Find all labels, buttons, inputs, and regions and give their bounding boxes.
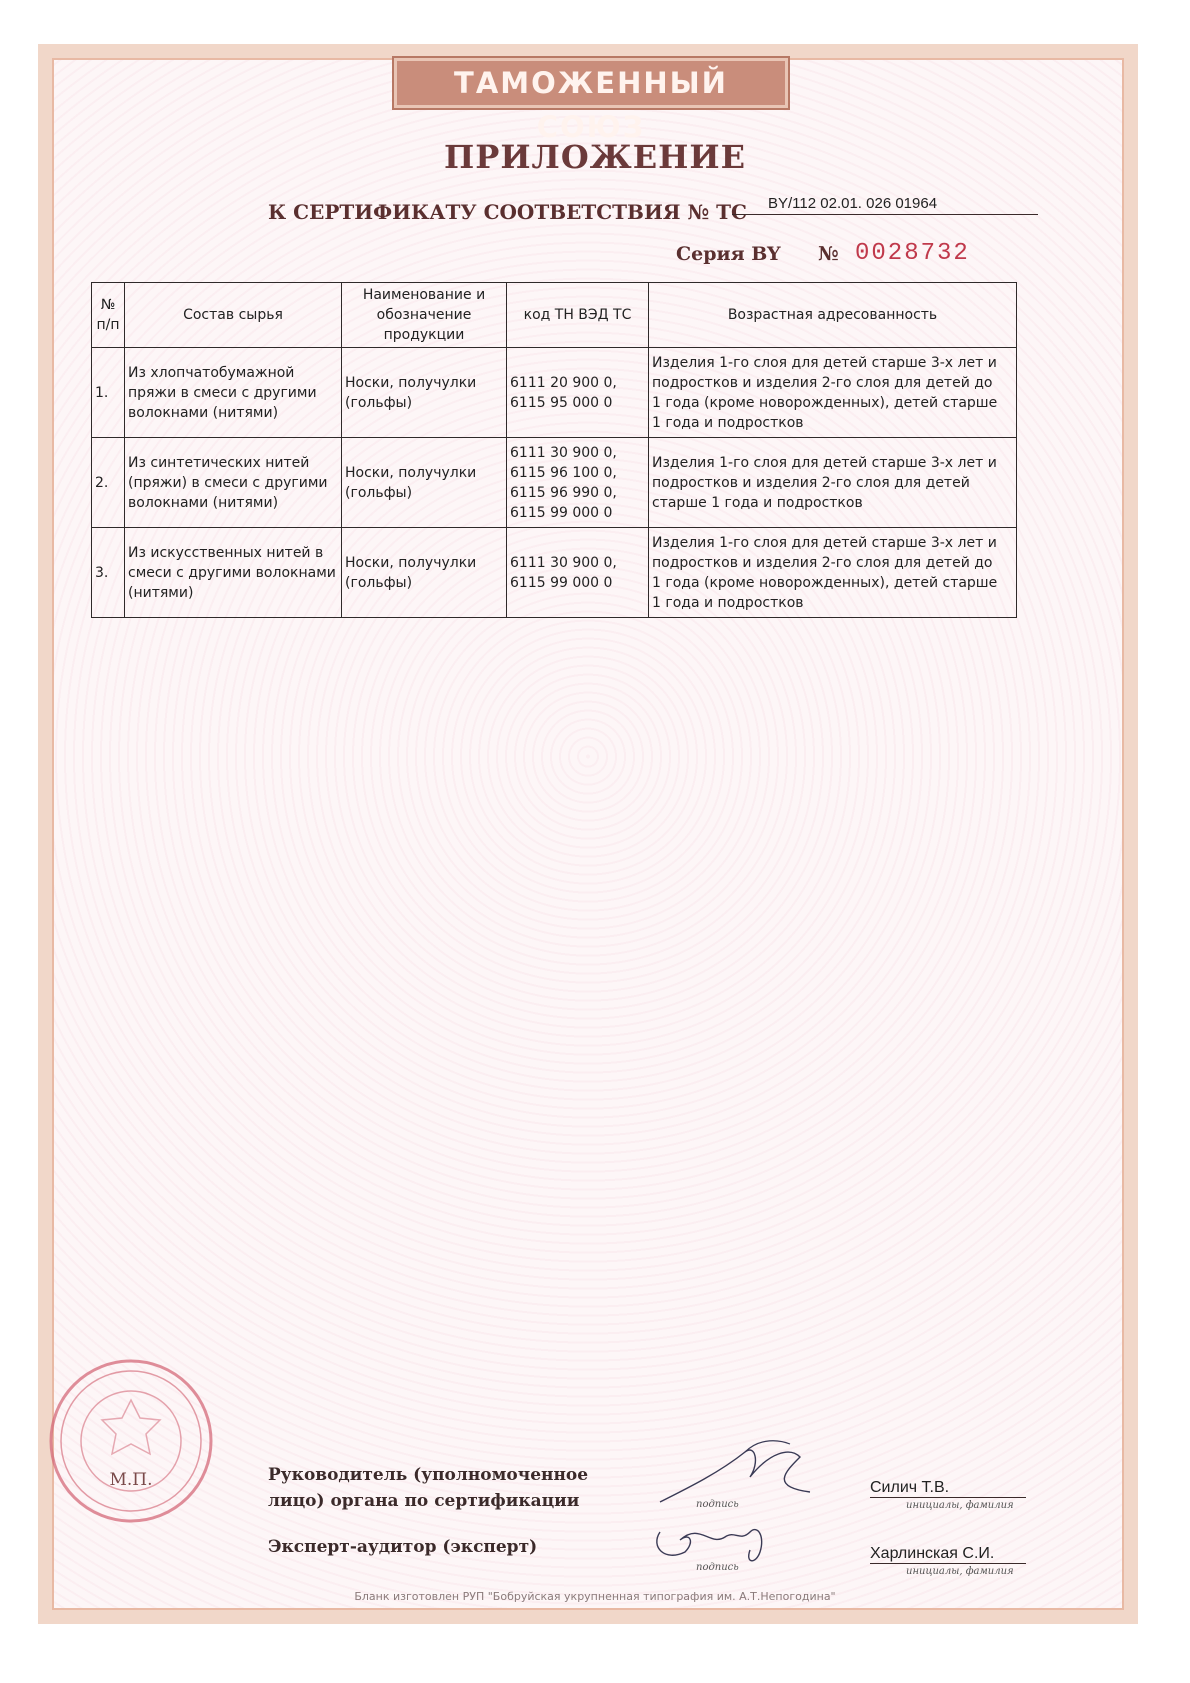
- row-code: 6111 20 900 0, 6115 95 000 0: [507, 348, 649, 438]
- head-name-caption: инициалы, фамилия: [906, 1500, 1014, 1511]
- row-number: 2.: [92, 438, 125, 528]
- series-number: 0028732: [855, 240, 970, 267]
- row-age: Изделия 1-го слоя для детей старше 3-х лет и подростков и изделия 2-го слоя для детей старше 1 года и подростков: [649, 438, 1017, 528]
- row-product: Носки, получулки (гольфы): [342, 528, 507, 618]
- row-number: 1.: [92, 348, 125, 438]
- row-code: 6111 30 900 0, 6115 99 000 0: [507, 528, 649, 618]
- row-code: 6111 30 900 0, 6115 96 100 0, 6115 96 990 0, 6115 99 000 0: [507, 438, 649, 528]
- seal-emblem-icon: [102, 1400, 160, 1454]
- appendix-table: [91, 282, 1017, 618]
- head-signatory-label: Руководитель (уполномоченное лицо) органа по сертификации: [268, 1465, 589, 1511]
- row-number: 3.: [92, 528, 125, 618]
- row-composition: Из искусственных нитей в смеси с другими волокнами (нитями): [125, 528, 342, 618]
- row-product: Носки, получулки (гольфы): [342, 348, 507, 438]
- seal-middle-ring: [61, 1371, 201, 1511]
- header-number: № п/п: [92, 283, 125, 348]
- row-product: Носки, получулки (гольфы): [342, 438, 507, 528]
- customs-union-banner: ТАМОЖЕННЫЙ СОЮЗ: [394, 58, 788, 108]
- row-composition: Из синтетических нитей (пряжи) в смеси с другими волокнами (нитями): [125, 438, 342, 528]
- table-row: [92, 438, 1017, 528]
- expert-name-caption: инициалы, фамилия: [906, 1566, 1014, 1577]
- row-age: Изделия 1-го слоя для детей старше 3-х лет и подростков и изделия 2-го слоя для детей до 1 года (кроме новорожденных), детей старше 1 года и подростков: [649, 528, 1017, 618]
- header-code: код ТН ВЭД ТС: [507, 283, 649, 348]
- series-number-sign: №: [818, 243, 839, 265]
- head-signature-caption: подпись: [696, 1499, 739, 1510]
- certificate-number: BY/112 02.01. 026 01964: [732, 195, 1038, 215]
- expert-signatory-label: Эксперт-аудитор (эксперт): [268, 1537, 538, 1557]
- official-seal-stamp: [48, 1358, 214, 1524]
- certificate-label: [268, 200, 747, 224]
- header-composition: Состав сырья: [125, 283, 342, 348]
- certificate-label-text: К СЕРТИФИКАТУ СООТВЕТСТВИЯ: [268, 200, 681, 224]
- table-row: [92, 528, 1017, 618]
- page-title: ПРИЛОЖЕНИЕ: [444, 138, 746, 176]
- row-composition: Из хлопчатобумажной пряжи в смеси с другими волокнами (нитями): [125, 348, 342, 438]
- series-label: Серия BY: [676, 243, 781, 265]
- seal-outer-ring: [51, 1361, 211, 1521]
- printer-footer: Бланк изготовлен РУП "Бобруйская укрупненная типография им. А.Т.Непогодина": [354, 1590, 836, 1603]
- expert-name: Харлинская С.И.: [870, 1545, 1026, 1564]
- table-header-row: [92, 283, 1017, 348]
- certificate-number-label: № ТС: [687, 200, 747, 224]
- head-signature-icon: [650, 1432, 830, 1512]
- stamp-label: М.П.: [109, 1470, 153, 1490]
- expert-signature-caption: подпись: [696, 1562, 739, 1573]
- row-age: Изделия 1-го слоя для детей старше 3-х лет и подростков и изделия 2-го слоя для детей до 1 года (кроме новорожденных), детей старше 1 года и подростков: [649, 348, 1017, 438]
- header-age: Возрастная адресованность: [649, 283, 1017, 348]
- head-name: Силич Т.В.: [870, 1479, 1026, 1498]
- table-row: [92, 348, 1017, 438]
- header-product: Наименование и обозначение продукции: [342, 283, 507, 348]
